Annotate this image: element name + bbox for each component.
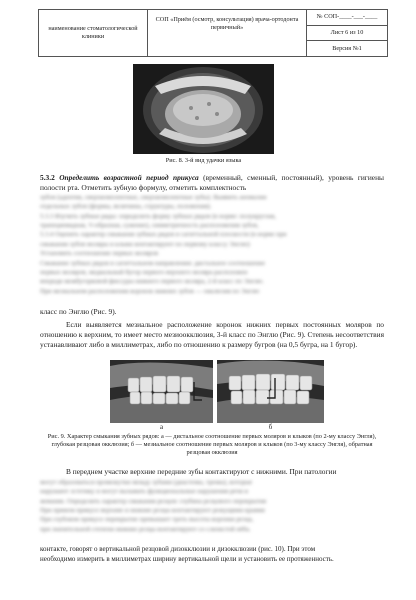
blurred-line: 5.3.4 Оценить характер смыкания зубных рядов в сагиттальной плоскости (в норме при [40,231,287,239]
section-title: Определить возрастной период прикуса [59,173,199,182]
blurred-line: зубов (адентия, сверхкомплектные, сверхкомплектные зубы). Выявить аномалии [40,194,267,201]
blurred-line: Установить соотношение первых моляров [40,250,159,258]
sop-title: СОП «Приём (осмотр, консультация) врача-ортодонта первичный» [148,10,307,56]
figure9-label-b: б [268,424,273,431]
blurred-line: Смыкание зубных рядов в сагиттальном направлении: дистальное соотношение [40,259,266,267]
blurred-line: могут образоваться промежутки между зубами (диастемы, тремы), которые [40,479,253,486]
front-paragraph: В переднем участке верхние передние зубы контактируют с нижними. При патологии [66,467,337,476]
tongue-photo [133,64,274,154]
front-end-text [40,545,384,564]
blurred-line: первых моляров, медиальный бугор первого верхнего моляра расположен [40,268,248,276]
blurred-line: При глубоком прикусе перекрытие превышает треть высоты коронки резца, [40,516,254,524]
blurred-front-text [40,478,384,534]
sop-number: № СОП-____-___-____ [307,10,387,26]
clinic-name: наименование стоматологической клиники [39,10,148,56]
blurred-line: при значительной степени нижние резцы контактируют со слизистой нёба. [40,525,251,533]
section-end-line: класс по Энглю (Рис. 9). [40,307,117,316]
occlusion-photo-a [110,360,213,423]
header-table [38,9,388,57]
end-line: контакте, говорят о вертикальной резцовой дизокклюзии и дизокклюзии (рис. 10). При этом [40,545,316,553]
section-number: 5.3.2 [40,173,55,182]
end-line: необходимо измерить в миллиметрах ширину вертикальной щели и установить ее протяженность. [40,554,334,563]
figure8-caption: Рис. 8. 3-й вид удачки языка [165,157,242,164]
blurred-line: нарушают эстетику и могут вызывать функциональные нарушения речи и [40,488,249,496]
blurred-line: 5.3.3 Изучить зубные ряды: определить форму зубных рядов (в норме: полукруглая, [40,212,276,220]
mesial-paragraph: Если выявляется мезиальное расположение коронок нижних первых постоянных моляров по отношению к верхним, то имеет место мезиоокклюзия, 3-й класс по Энглю (Рис. 9). Степень несоответствия устанавливают либо в миллиметрах, либо по отношению к размеру бугров (на 0,5 бугра, на 1 бугор). [40,320,384,350]
blurred-line: жевания. Определить характер смыкания резцов: глубина резцового перекрытия [40,497,267,505]
blurred-line: смыкании зубов моляры и клыки контактируют по первому классу Энглю) [40,240,250,248]
blurred-line: трапециевидная, V-образная, сужение), симметричность расположения зубов, [40,222,259,230]
blurred-line: При прямом прикусе верхние и нижние резцы контактируют режущими краями [40,507,265,515]
blurred-line: впереди межбугорковой фиссуры нижнего первого моляра, 2-й класс по Энглю. [40,278,264,286]
sheet-number: Лист 6 из 10 [307,26,387,42]
blurred-line: При мезиальном расположении коронок нижних зубов — окклюзия по Энглю [40,287,260,295]
occlusion-illustration-b [217,360,324,423]
occlusion-illustration-a [110,360,213,423]
version-number: Версия №1 [332,44,362,52]
figure9-label-a: а [159,424,164,431]
blurred-line: отдельных зубов (формы, величины, структуры, положения). [40,203,212,211]
figure9-caption: Рис. 9. Характер смыкания зубных рядов: а — дистальное соотношение первых моляров и клыков (по 2-му классу Энгля), глубокая резцовая окклюзия; б — мезиальное соотношение первых моляров и клыков (по 3-му классу Энгля), обратная резцовая окклюзия [47,433,377,457]
occlusion-photo-b [217,360,324,423]
blurred-section-text [40,193,384,296]
sop-meta [307,10,387,56]
section-lead: (временный, сменный, постоянный), уровень гигиены полости рта. Отметить зубную формулу, отметить комплектность [40,173,384,193]
section-5-3-2 [40,173,384,193]
tongue-illustration [133,64,274,154]
